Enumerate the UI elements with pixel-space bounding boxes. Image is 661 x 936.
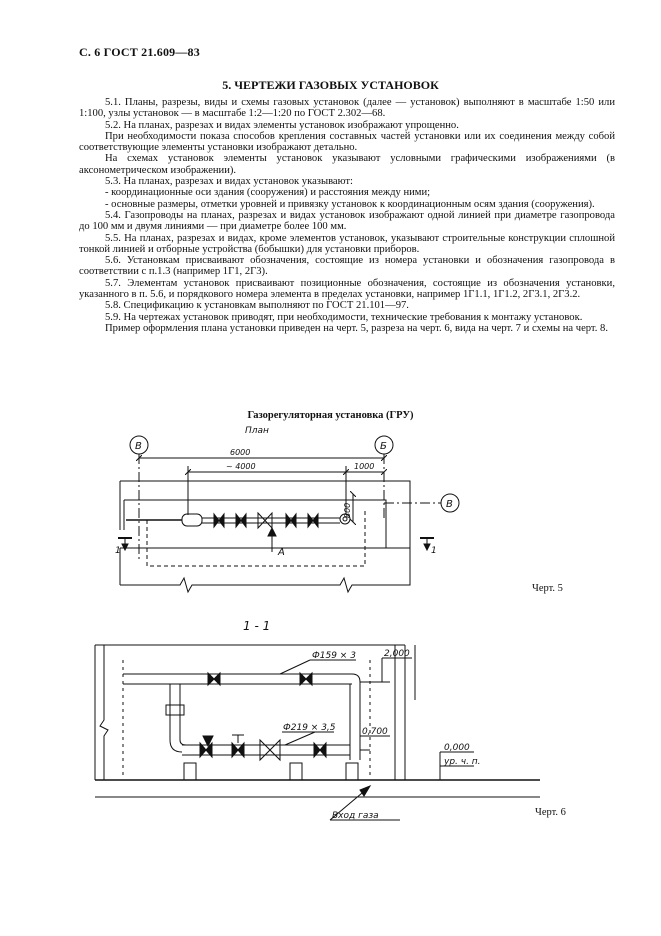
paragraph: 5.8. Спецификацию к установкам выполняют по ГОСТ 21.101—97. (105, 300, 409, 312)
section-label: 1 - 1 (243, 619, 271, 633)
dim-total: 6000 (230, 448, 251, 457)
axis-marker-right (375, 436, 393, 520)
page-header: С. 6 ГОСТ 21.609—83 (79, 45, 200, 59)
level-mid-mark (360, 727, 390, 750)
dim-inner: ~ 4000 (226, 462, 256, 471)
list-item: - координационные оси здания (сооружения) и расстояния между ними; (105, 187, 431, 199)
paragraph: 5.6. Установкам присваивают обозначения, состоящие из номера установки и обозначения газопровода в соответствии с п.1.3 (например 1Г1, 2Г3). (79, 255, 615, 278)
plan-drawing (115, 426, 459, 592)
cut-mark-left: 1 (115, 546, 121, 556)
dim-vertical: 800 (343, 502, 352, 518)
gas-inlet-label: Вход газа (332, 811, 379, 821)
figure-title: Газорегуляторная установка (ГРУ) (247, 410, 414, 421)
pipe-lower (182, 735, 350, 760)
level-mid: 0,700 (362, 727, 388, 737)
paragraph: 5.5. На планах, разрезах и видах, кроме элементов установок, указывают строительные конструкции сплошной тонкой линией и отборные устройства (бобышки) для установки приборов. (79, 232, 615, 255)
column-right (395, 645, 405, 780)
paragraph: 5.1. Планы, разрезы, виды и схемы газовых установок (далее — установок) выполняют в масштабе 1:50 или 1:100, узлы установок — в масштабе 1:2—1:20 по ГОСТ 2.302—68. (79, 97, 615, 120)
wall-outline (120, 481, 410, 548)
riser-valve (166, 705, 184, 715)
axis-label-left: В (135, 441, 142, 452)
axis-marker-side (384, 494, 459, 512)
support-left (184, 763, 196, 780)
pipeline-plan (126, 513, 350, 528)
paragraph: 5.7. Элементам установок присваивают позиционные обозначения, состоящие из обозначения установки, указанного в п. 5.6, и порядкового номера элемента в пределах установки, например 1Г1.1, 1Г1.2, 2Г3.1, 2Г3.2. (79, 277, 615, 301)
dim-right: 1000 (354, 462, 375, 471)
floor-label: ур. ч. п. (444, 757, 481, 767)
cut-mark-right: 1 (431, 546, 437, 556)
paragraph: 5.3. На планах, разрезах и видах установок указывают: (105, 176, 353, 188)
support-mid (290, 763, 302, 780)
level-zero-mark (440, 743, 481, 780)
level-zero: 0,000 (444, 743, 470, 753)
level-upper: 2,000 (384, 649, 410, 659)
paragraph: При необходимости показа способов крепления составных частей установки или их соединения между собой соответствующие элементы установки изображают детально. (79, 130, 615, 154)
axis-label-side: В (446, 499, 453, 510)
axis-label-right: Б (380, 441, 387, 452)
leader-upper (280, 660, 310, 674)
plan-label: План (245, 426, 269, 436)
cut-marker-right (420, 538, 437, 556)
paragraph: На схемах установок элементы установок указывают условными графическими изображениями (в аксонометрическом изображении). (79, 153, 615, 176)
riser-pipe (170, 684, 186, 752)
paragraph: 5.9. На чертежах установок приводят, при необходимости, технические требования к монтажу установок. (105, 311, 583, 323)
list-item: - основные размеры, отметки уровней и привязку установок к координационным осям здания (сооружения). (105, 198, 595, 210)
caption-fig6: Черт. 6 (535, 807, 566, 818)
leader-lower (285, 732, 315, 745)
axis-marker-left (130, 436, 148, 560)
section-title: 5. ЧЕРТЕЖИ ГАЗОВЫХ УСТАНОВОК (222, 78, 439, 92)
gas-inlet-mark (330, 786, 400, 821)
section-drawing (95, 619, 540, 821)
paragraph: 5.4. Газопроводы на планах, разрезах и видах установок изображают одной линией при диаметре газопровода до 100 мм и двумя линиями — при диаметре более 100 мм. (79, 209, 615, 233)
pipe-upper-label: Ф159 × 3 (312, 651, 356, 661)
wall-left (95, 645, 108, 780)
level-upper-mark (360, 649, 412, 682)
paragraph: 5.2. На планах, разрезах и видах элементы установок изображают упрощенно. (105, 119, 459, 131)
caption-fig5: Черт. 5 (532, 583, 563, 594)
pipe-lower-label: Ф219 × 3,5 (283, 723, 336, 733)
support-right (346, 763, 358, 780)
view-mark: А (278, 547, 285, 558)
floor-break-line (120, 548, 410, 592)
paragraph: Пример оформления плана установки приведен на черт. 5, разреза на черт. 6, вида на черт. 7 и схемы на черт. 8. (105, 322, 608, 334)
cut-marker-left (115, 538, 132, 556)
